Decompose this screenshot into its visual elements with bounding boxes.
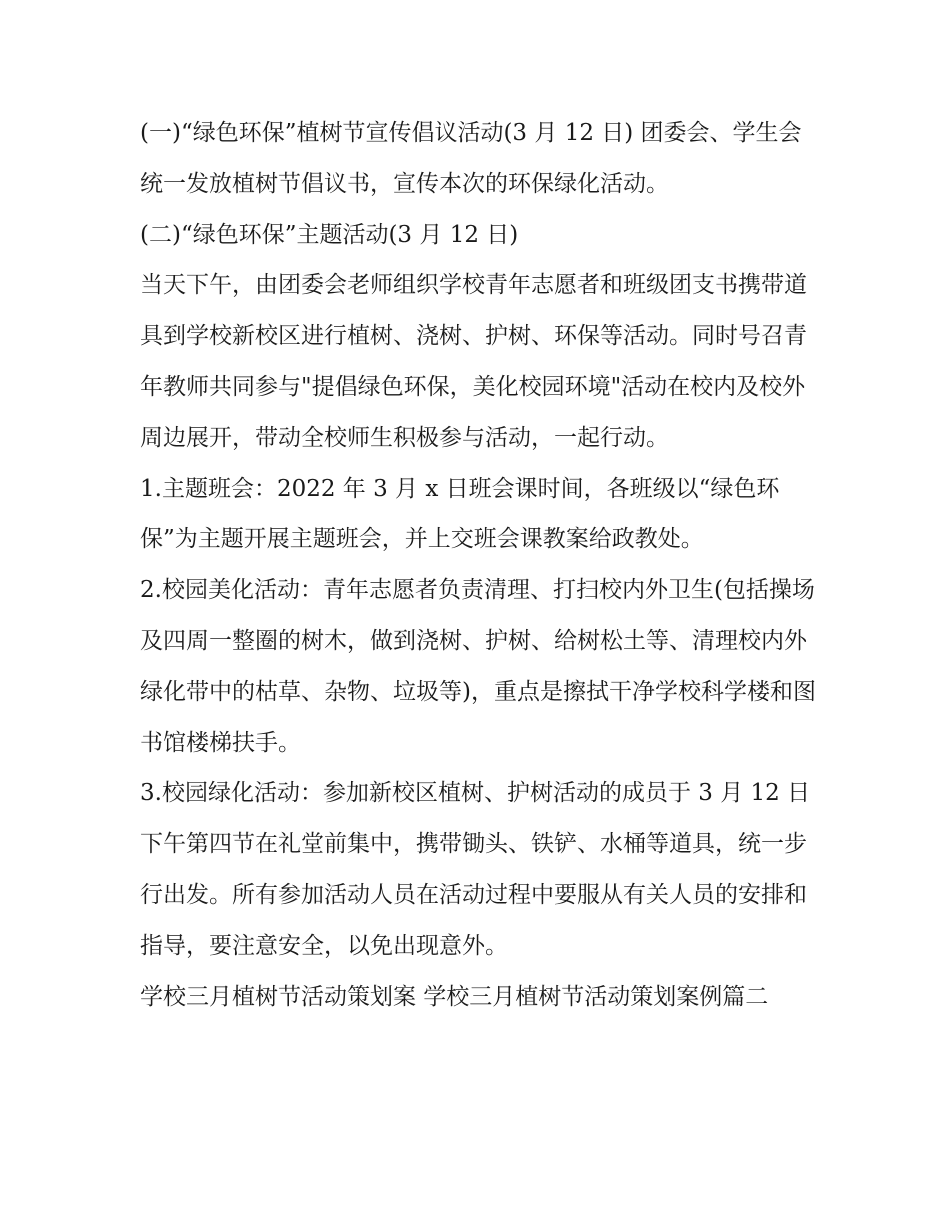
paragraph-campus-beautification: 2.校园美化活动：青年志愿者负责清理、打扫校内外卫生(包括操场及四周一整圈的树木，做到浇树、护树、给树松土等、清理校内外绿化带中的枯草、杂物、垃圾等)，重点是擦拭干净学校科学楼和图书馆楼梯扶手。: [140, 577, 816, 756]
paragraph-propaganda-initiative: (一)“绿色环保”植树节宣传倡议活动(3 月 12 日) 团委会、学生会统一发放植树节倡议书，宣传本次的环保绿化活动。: [140, 120, 802, 197]
paragraph-afternoon-activity: 当天下午，由团委会老师组织学校青年志愿者和班级团支书携带道具到学校新校区进行植树、浇树、护树、环保等活动。同时号召青年教师共同参与"提倡绿色环保，美化校园环境"活动在校内及校外周边展开，带动全校师生积极参与活动，一起行动。: [140, 272, 807, 451]
paragraph-next-section-title: 学校三月植树节活动策划案 学校三月植树节活动策划案例篇二: [140, 983, 769, 1010]
paragraph-campus-greening: 3.校园绿化活动：参加新校区植树、护树活动的成员于 3 月 12 日下午第四节在礼堂前集中，携带锄头、铁铲、水桶等道具，统一步行出发。所有参加活动人员在活动过程中要服从有关人员的安排和指导，要注意安全，以免出现意外。: [140, 780, 811, 959]
document-body: [140, 108, 820, 1022]
paragraph-theme-activity-heading: (二)“绿色环保”主题活动(3 月 12 日): [140, 221, 519, 248]
paragraph-theme-class-meeting: 1.主题班会：2022 年 3 月 x 日班会课时间，各班级以“绿色环保”为主题开展主题班会，并上交班会课教案给政教处。: [140, 475, 780, 553]
